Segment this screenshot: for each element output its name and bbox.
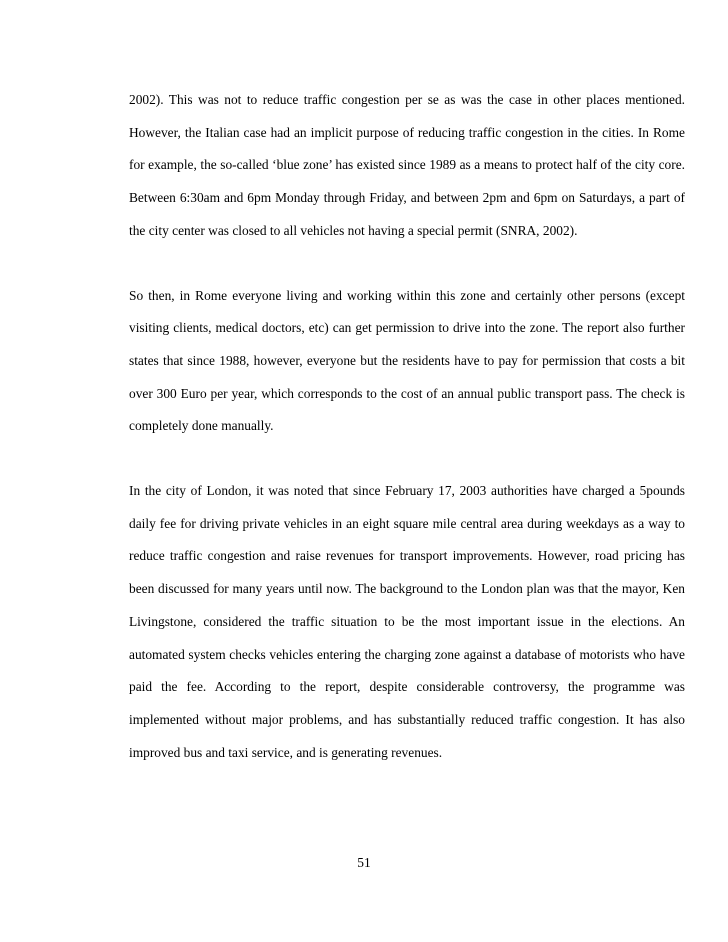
paragraph-gap [129,248,685,280]
body-text [129,84,685,769]
paragraph-rome-permission: So then, in Rome everyone living and working within this zone and certainly other persons (except visiting clients, medical doctors, etc) can get permission to drive into the zone. The report also further states that since 1988, however, everyone but the residents have to pay for permission that costs a bit over 300 Euro per year, which corresponds to the cost of an annual public transport pass. The check is completely done manually. [129,287,685,434]
page-number: 51 [357,855,371,870]
paragraph-rome-blue-zone: 2002). This was not to reduce traffic congestion per se as was the case in other places mentioned. However, the Italian case had an implicit purpose of reducing traffic congestion in the cities. In Rome for example, the so-called ‘blue zone’ has existed since 1989 as a means to protect half of the city core. Between 6:30am and 6pm Monday through Friday, and between 2pm and 6pm on Saturdays, a part of the city center was closed to all vehicles not having a special permit (SNRA, 2002). [129,92,685,238]
paragraph-london-charge: In the city of London, it was noted that since February 17, 2003 authorities have charged a 5pounds daily fee for driving private vehicles in an eight square mile central area during weekdays as a way to reduce traffic congestion and raise revenues for transport improvements. However, road pricing has been discussed for many years until now. The background to the London plan was that the mayor, Ken Livingstone, considered the traffic situation to be the most important issue in the elections. An automated system checks vehicles entering the charging zone against a database of motorists who have paid the fee. According to the report, despite considerable controversy, the programme was implemented without major problems, and has substantially reduced traffic congestion. It has also improved bus and taxi service, and is generating revenues. [129,483,685,760]
paragraph-gap [129,443,685,475]
